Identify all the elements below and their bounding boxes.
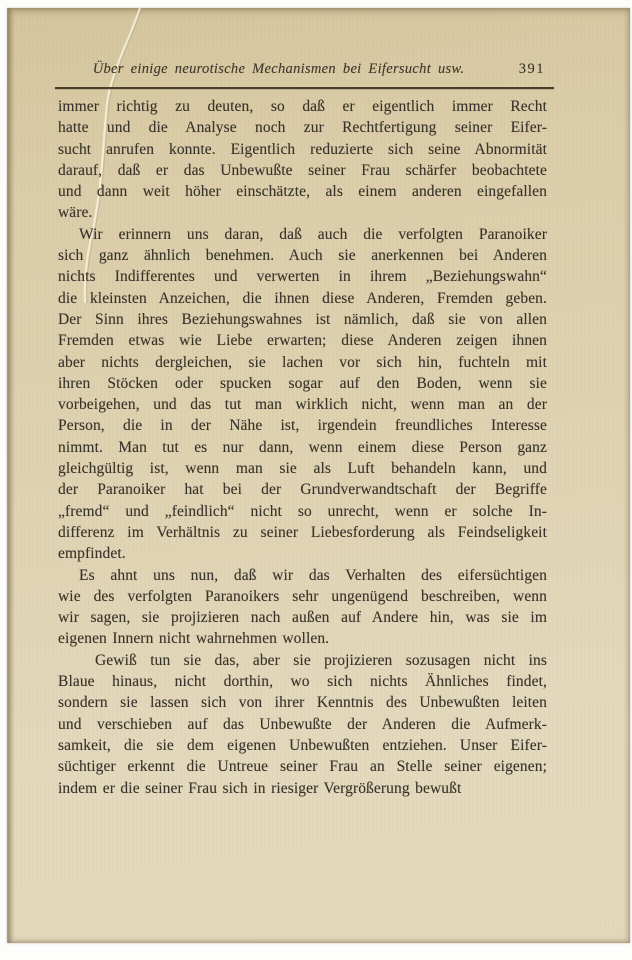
book-page <box>7 8 630 943</box>
text-line: vorbeigehen, und das tut man wirklich nicht, wenn man an der <box>58 396 547 414</box>
text-line: Gewiß tun sie das, aber sie projizieren sozusagen nicht ins <box>95 651 547 669</box>
text-line: die kleinsten Anzeichen, die ihnen diese Anderen, Fremden geben. <box>58 289 547 307</box>
text-line: aber nichts dergleichen, sie lachen vor sich hin, fuchteln mit <box>58 353 547 371</box>
text-line: und dann weit höher einschätzte, als einem anderen eingefallen <box>58 183 547 201</box>
text-line: Person, die in der Nähe ist, irgendein freundliches Interesse <box>58 417 547 435</box>
text-line: süchtiger erkennt die Untreue seiner Frau an Stelle seiner eigenen; <box>58 758 547 776</box>
text-line: sucht anrufen konnte. Eigentlich reduzierte sich seine Abnormität <box>58 140 547 158</box>
text-line: hatte und die Analyse noch zur Rechtfertigung seiner Eifer- <box>58 119 547 137</box>
text-line: „fremd“ und „feindlich“ nicht so unrecht, wenn er solche In- <box>58 502 547 520</box>
text-line: Fremden etwas wie Liebe erwarten; diese Anderen zeigen ihnen <box>58 332 547 350</box>
page-number: 391 <box>518 61 545 77</box>
running-header-title: Über einige neurotische Mechanismen bei Eifersucht usw. <box>92 61 465 77</box>
paragraph <box>58 96 547 224</box>
text-line: Wir erinnern uns daran, daß auch die verfolgten Paranoiker <box>79 225 547 243</box>
text-line: wäre. <box>58 204 93 222</box>
text-line: nimmt. Man tut es nur dann, wenn einem diese Person ganz <box>58 438 547 456</box>
text-line: darauf, daß er das Unbewußte seiner Frau schärfer beobachtete <box>58 161 547 179</box>
text-line: Blaue hinaus, nicht dorthin, wo sich nichts Ähnliches findet, <box>58 673 547 691</box>
paragraph <box>58 650 547 799</box>
text-line: differenz im Verhältnis zu seiner Liebesforderung als Feindseligkeit <box>58 523 547 541</box>
text-line: Es ahnt uns nun, daß wir das Verhalten des eifersüchtigen <box>79 566 547 584</box>
text-line: nichts Indifferentes und verwerten in ihrem „Beziehungswahn“ <box>58 268 547 286</box>
text-line: gleichgültig ist, wenn man sie als Luft behandeln kann, und <box>58 460 547 478</box>
text-line: immer richtig zu deuten, so daß er eigentlich immer Recht <box>58 98 547 115</box>
text-line: und verschieben auf das Unbewußte der Anderen die Aufmerk- <box>58 715 547 733</box>
text-line: wie des verfolgten Paranoikers sehr ungenügend beschreiben, wenn <box>58 587 547 605</box>
text-line: wir sagen, sie projizieren nach außen auf Andere hin, was sie im <box>58 609 547 627</box>
text-line: sich ganz ähnlich benehmen. Auch sie anerkennen bei Anderen <box>58 247 547 265</box>
text-line: der Paranoiker hat bei der Grundverwandtschaft der Begriffe <box>58 481 547 499</box>
text-line: Der Sinn ihres Beziehungswahnes ist nämlich, daß sie von allen <box>58 310 547 328</box>
text-line: empfindet. <box>58 545 126 563</box>
text-line: sondern sie lassen sich von ihrer Kenntnis des Unbewußten leiten <box>58 694 547 712</box>
paragraph <box>58 224 547 565</box>
header-rule <box>55 87 554 89</box>
text-line: ihren Stöcken oder spucken sogar auf den Boden, wenn sie <box>58 374 547 392</box>
text-line: indem er die seiner Frau sich in riesiger Vergrößerung bewußt <box>58 779 462 797</box>
paragraph <box>58 565 547 650</box>
text-line: eigenen Innern nicht wahrnehmen wollen. <box>58 630 330 648</box>
running-header <box>58 61 547 81</box>
body-text <box>58 96 547 799</box>
text-line: samkeit, die sie dem eigenen Unbewußten entziehen. Unser Eifer- <box>58 736 547 754</box>
